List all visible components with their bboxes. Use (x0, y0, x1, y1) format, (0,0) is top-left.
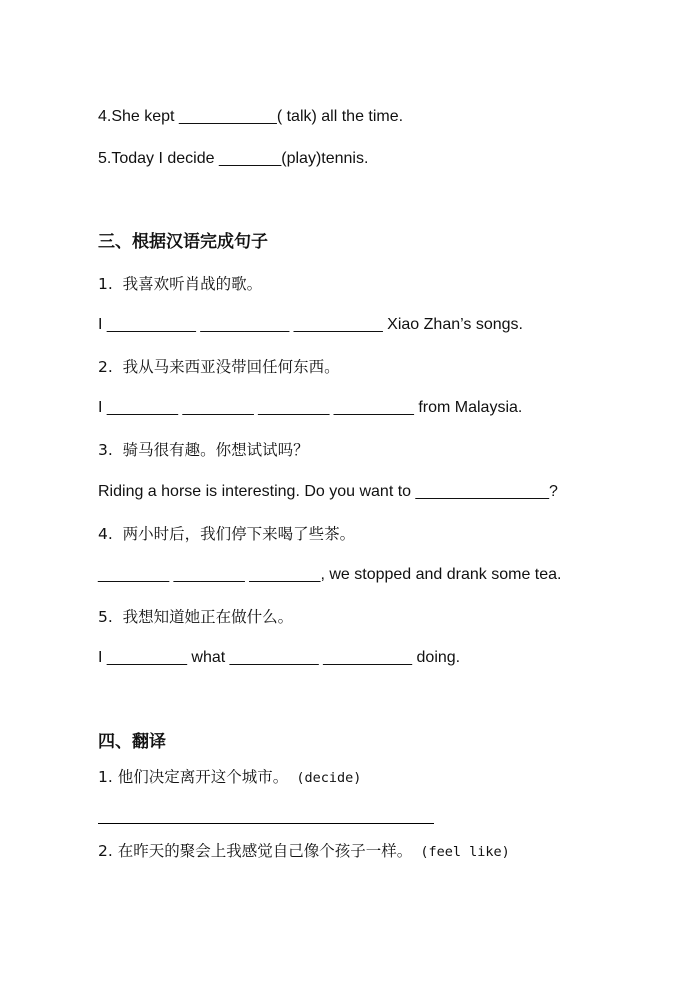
section-4-item-1 (98, 767, 361, 788)
section-3-item-1-english: I __________ __________ __________ Xiao Zhan’s songs. (98, 316, 523, 333)
section-4-heading: 四、翻译 (98, 732, 166, 752)
part2-question-4: 4.She kept ___________( talk) all the time. (98, 108, 404, 125)
section-4-item-2-hint (412, 844, 510, 860)
section-4-item-2 (98, 841, 510, 862)
section-3-item-3-english: Riding a horse is interesting. Do you want to _______________? (98, 483, 558, 500)
section-3-item-5-english: I _________ what __________ __________ doing. (98, 649, 461, 666)
section-4-item-1-hint-text: (decide) (296, 770, 362, 786)
section-3-heading: 三、根据汉语完成句子 (98, 232, 268, 252)
section-3-item-5-chinese: 5. 我想知道她正在做什么。 (98, 608, 294, 626)
section-3-item-2-english: I ________ ________ ________ _________ from Malaysia. (98, 399, 523, 416)
section-4-item-1-hint (288, 770, 361, 786)
section-3-item-3-chinese: 3. 骑马很有趣。你想试试吗？ (98, 441, 309, 459)
section-4-item-2-hint-text: (feel like) (420, 844, 510, 860)
section-3-item-4-english: ________ ________ ________, we stopped and drank some tea. (98, 566, 562, 583)
section-3-item-1-chinese: 1. 我喜欢听肖战的歌。 (98, 275, 263, 293)
section-4-item-2-chinese: 2. 在昨天的聚会上我感觉自己像个孩子一样。 (98, 842, 413, 860)
section-3-item-2-chinese: 2. 我从马来西亚没带回任何东西。 (98, 358, 340, 376)
part2-question-5: 5.Today I decide _______(play)tennis. (98, 150, 369, 167)
section-4-item-1-chinese: 1. 他们决定离开这个城市。 (98, 768, 289, 786)
answer-line (98, 823, 434, 824)
section-3-item-4-chinese: 4. 两小时后，我们停下来喝了些茶。 (98, 525, 356, 543)
